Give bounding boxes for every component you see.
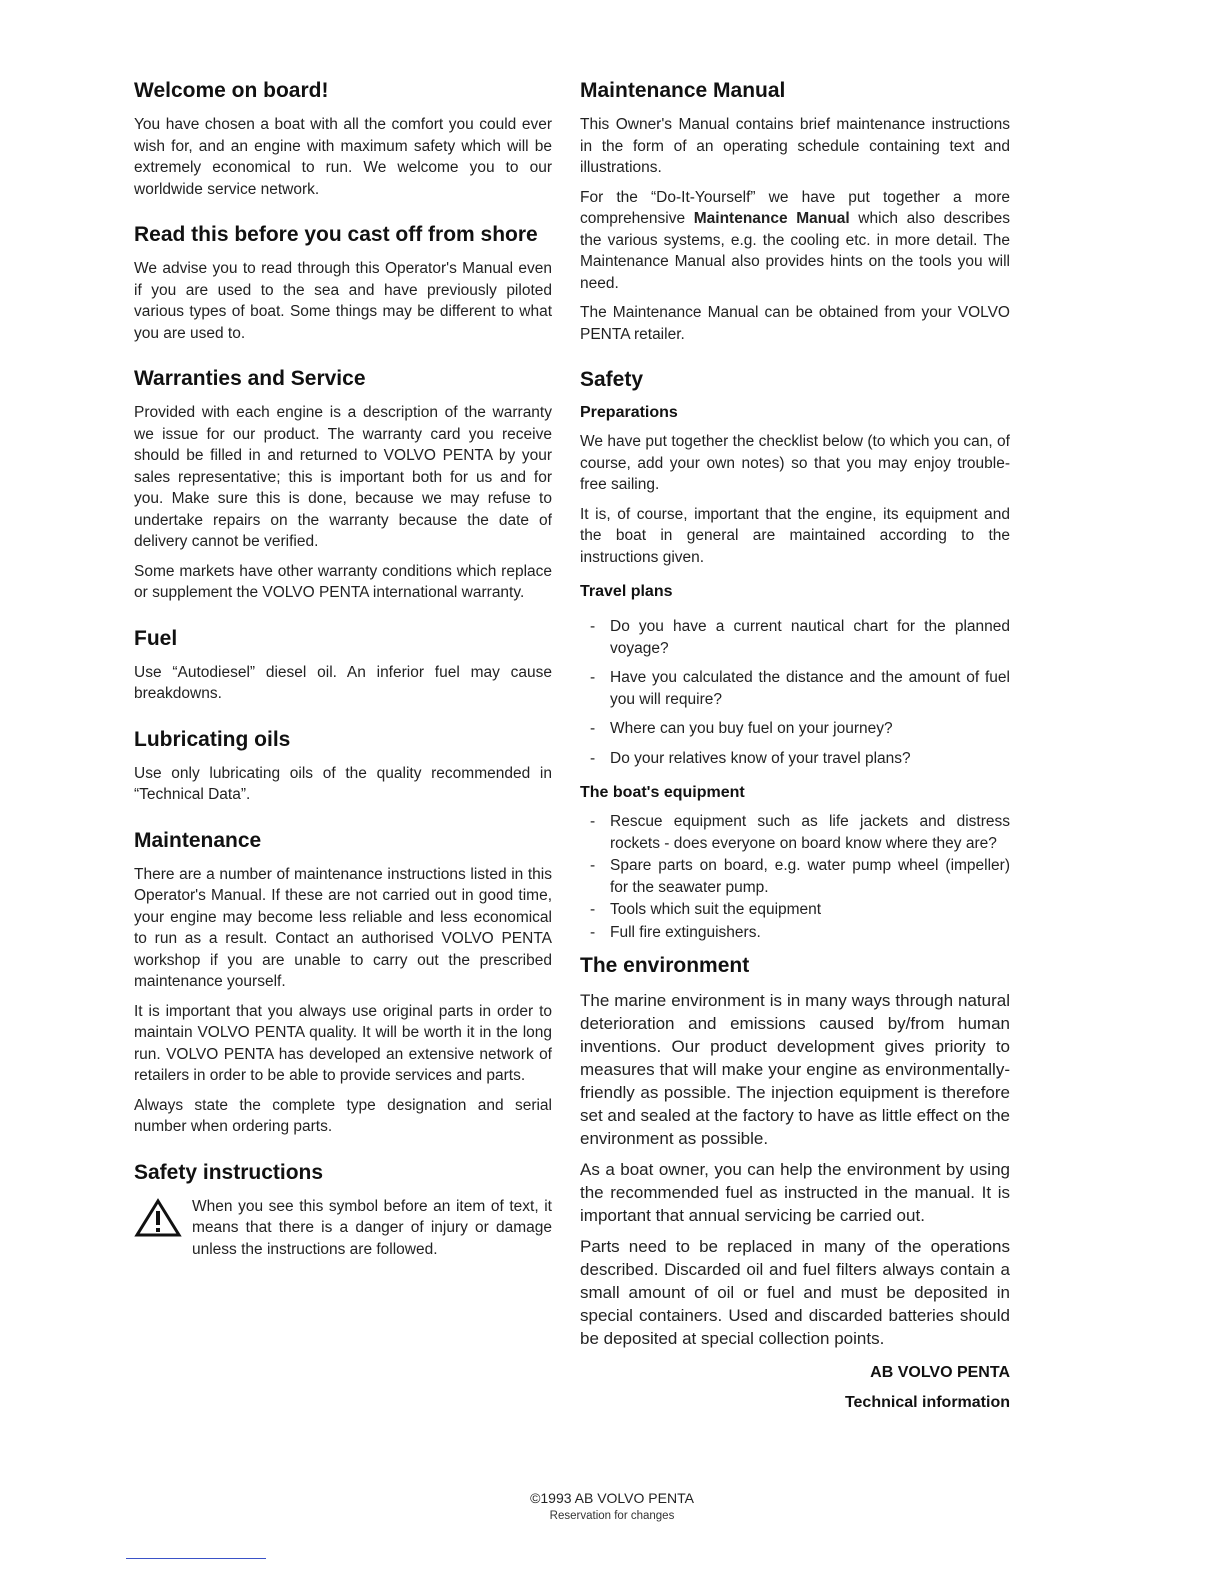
manual-paragraph-1: This Owner's Manual contains brief maintenance instructions in the form of an operating schedule containing text and illustrations. — [580, 116, 1010, 176]
list-item: - Rescue equipment such as life jackets and distress rockets - does everyone on board know where they are? — [610, 811, 1010, 854]
section-warranties — [134, 366, 552, 604]
heading-read-before: Read this before you cast off from shore — [134, 223, 538, 246]
manual-p2-start: For the “Do-It-Yourself” we have put together a more comprehensive — [580, 188, 1010, 227]
heading-fuel: Fuel — [134, 626, 178, 650]
heading-maintenance: Maintenance — [134, 828, 262, 852]
warning-triangle-icon — [134, 1198, 192, 1243]
list-item: - Do you have a current nautical chart for the planned voyage? — [610, 616, 1010, 659]
copyright-notice: ©1993 AB VOLVO PENTA — [530, 1490, 694, 1506]
section-lubricating-oils — [134, 727, 552, 806]
page-footer — [0, 1490, 1224, 1522]
section-maintenance — [134, 828, 552, 1138]
heading-environment: The environment — [580, 954, 750, 977]
list-item: - Full fire extinguishers. — [610, 922, 1010, 944]
list-item: - Have you calculated the distance and the amount of fuel you will require? — [610, 667, 1010, 710]
preparations-paragraph-2: It is, of course, important that the engine, its equipment and the boat in general are maintained according to the instructions given. — [580, 505, 1010, 566]
preparations-paragraph-1: We have put together the checklist below (to which you can, of course, add your own notes) so that you may enjoy trouble-free sailing. — [580, 433, 1010, 493]
safety-instructions-paragraph: When you see this symbol before an item of text, it means that there is a danger of injury or damage unless the instructions are followed. — [192, 1197, 552, 1258]
heading-lubricating-oils: Lubricating oils — [134, 727, 291, 751]
maintenance-paragraph-1: There are a number of maintenance instructions listed in this Operator's Manual. If these are not carried out in good time, your engine may become less reliable and less economical to run as a result. Contact an authorised VOLVO PENTA workshop if you are unable to carry out the prescribed maintenance yourself. — [134, 865, 552, 990]
warranties-paragraph-2: Some markets have other warranty conditions which replace or supplement the VOLVO PENTA international warranty. — [134, 562, 552, 601]
list-item: - Do your relatives know of your travel plans? — [610, 748, 1010, 770]
manual-paragraph-2 — [580, 187, 1010, 295]
fuel-paragraph: Use “Autodiesel” diesel oil. An inferior fuel may cause breakdowns. — [134, 663, 552, 702]
list-item: - Tools which suit the equipment — [610, 899, 1010, 921]
heading-safety: Safety — [580, 368, 644, 391]
boats-equipment-list — [580, 811, 1010, 943]
heading-safety-instructions: Safety instructions — [134, 1160, 324, 1184]
section-safety-instructions — [134, 1160, 552, 1269]
lubricating-paragraph: Use only lubricating oils of the quality recommended in “Technical Data”. — [134, 764, 552, 803]
travel-plans-list — [580, 616, 1010, 769]
right-column — [580, 78, 1010, 1418]
maintenance-paragraph-3: Always state the complete type designation and serial number when ordering parts. — [134, 1096, 552, 1135]
list-item: - Spare parts on board, e.g. water pump wheel (impeller) for the seawater pump. — [610, 855, 1010, 898]
section-environment — [580, 953, 1010, 1350]
safety-warning-block — [134, 1196, 552, 1269]
list-item: - Where can you buy fuel on your journey? — [610, 718, 1010, 740]
section-welcome — [134, 78, 552, 200]
heading-travel-plans: Travel plans — [580, 583, 673, 600]
signature-company: AB VOLVO PENTA — [870, 1364, 1010, 1381]
section-safety — [580, 367, 1010, 943]
manual-p2-bold: Maintenance Manual — [693, 210, 850, 227]
manual-p2-end: which also describes the various systems, e.g. the cooling etc. in more detail. The Maintenance Manual also provides hints on the tools you will need. — [580, 210, 1010, 292]
section-read-before — [134, 222, 552, 344]
environment-paragraph-2: As a boat owner, you can help the environment by using the recommended fuel as instructed in the manual. It is important that annual servicing be carried out. — [580, 1160, 1010, 1225]
manual-paragraph-3: The Maintenance Manual can be obtained from your VOLVO PENTA retailer. — [580, 304, 1010, 343]
signature-department: Technical information — [844, 1394, 1010, 1411]
reservation-notice: Reservation for changes — [549, 1510, 675, 1522]
maintenance-paragraph-2: It is important that you always use original parts in order to maintain VOLVO PENTA quality. It will be worth it in the long run. VOLVO PENTA has developed an extensive network of retailers in order to be able to provide services and parts. — [134, 1002, 552, 1084]
welcome-paragraph: You have chosen a boat with all the comfort you could ever wish for, and an engine with maximum safety which will be extremely economical to run. We welcome you to our worldwide service network. — [134, 116, 552, 198]
heading-maintenance-manual: Maintenance Manual — [580, 79, 786, 102]
heading-welcome: Welcome on board! — [134, 79, 329, 102]
left-column — [134, 78, 552, 1290]
signature-block — [580, 1358, 1010, 1418]
section-maintenance-manual — [580, 78, 1010, 345]
section-fuel — [134, 626, 552, 705]
bottom-divider — [126, 1558, 266, 1559]
read-before-paragraph: We advise you to read through this Operator's Manual even if you are used to the sea and have previously piloted various types of boat. Some things may be different to what you are used to. — [134, 260, 552, 342]
warranties-paragraph-1: Provided with each engine is a description of the warranty we issue for our product. The warranty card you receive should be filled in and returned to VOLVO PENTA by your sales representative; this is important both for us and for you. Make sure this is done, because we may refuse to undertake repairs on the warranty because the date of delivery cannot be verified. — [134, 404, 552, 550]
environment-paragraph-3: Parts need to be replaced in many of the operations described. Discarded oil and fuel filters always contain a small amount of oil or fuel and must be deposited in special containers. Used and discarded batteries should be deposited at special collection points. — [580, 1237, 1010, 1348]
heading-warranties: Warranties and Service — [134, 367, 366, 390]
heading-preparations: Preparations — [580, 404, 678, 421]
environment-paragraph-1: The marine environment is in many ways through natural deterioration and emissions caused by/from human inventions. Our product development gives priority to measures that will make your engine as environmentally-friendly as possible. The injection equipment is therefore set and sealed at the factory to have as little effect on the environment as possible. — [580, 991, 1010, 1148]
heading-boats-equipment: The boat's equipment — [580, 784, 745, 801]
